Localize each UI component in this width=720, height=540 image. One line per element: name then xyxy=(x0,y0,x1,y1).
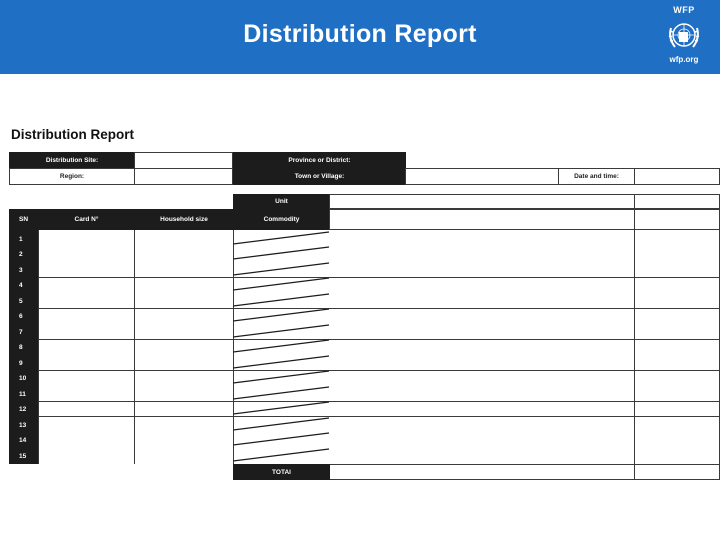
grid-line xyxy=(38,370,720,371)
grid-line xyxy=(38,308,720,309)
row-number: 10 xyxy=(19,374,27,382)
date-time-field[interactable] xyxy=(634,168,720,185)
row-number: 8 xyxy=(19,343,23,351)
logo-acronym: WFP xyxy=(673,5,695,15)
date-time-label: Date and time: xyxy=(558,168,635,185)
region-label: Region: xyxy=(9,168,135,185)
logo-url: wfp.org xyxy=(669,55,699,64)
row-number: 14 xyxy=(19,436,27,444)
region-field[interactable] xyxy=(134,168,233,185)
unit-header: Unit xyxy=(233,194,330,209)
grid-line xyxy=(134,230,135,464)
row-number: 7 xyxy=(19,328,23,336)
commodity-field-2[interactable] xyxy=(634,209,720,230)
distribution-site-label: Distribution Site: xyxy=(9,152,135,169)
commodity-header: Commodity xyxy=(233,209,330,230)
grid-line xyxy=(38,401,720,402)
slide-title: Distribution Report xyxy=(243,20,477,48)
grid-line xyxy=(38,277,720,278)
un-emblem-icon xyxy=(665,16,703,54)
row-number: 2 xyxy=(19,250,23,258)
commodity-diagonal-lines xyxy=(233,230,330,464)
unit-field-1[interactable] xyxy=(329,194,635,209)
row-number: 1 xyxy=(19,235,23,243)
grid-line xyxy=(38,230,39,464)
town-village-field[interactable] xyxy=(405,168,559,185)
row-number: 11 xyxy=(19,390,26,398)
household-size-header: Household size xyxy=(134,209,234,230)
card-no-header: Card N° xyxy=(38,209,135,230)
row-number: 13 xyxy=(19,421,27,429)
grid-line xyxy=(38,339,720,340)
unit-field-2[interactable] xyxy=(634,194,720,209)
form-title: Distribution Report xyxy=(11,127,134,142)
commodity-field-1[interactable] xyxy=(329,209,635,230)
row-number: 5 xyxy=(19,297,23,305)
row-number: 6 xyxy=(19,312,23,320)
row-number: 12 xyxy=(19,405,27,413)
total-label: TOTAl xyxy=(233,464,330,480)
header-banner xyxy=(0,0,720,74)
distribution-site-field[interactable] xyxy=(134,152,233,169)
row-number: 9 xyxy=(19,359,23,367)
grid-line xyxy=(634,230,635,479)
row-number: 4 xyxy=(19,281,23,289)
sn-header: SN xyxy=(9,209,39,230)
row-number: 3 xyxy=(19,266,23,274)
grid-line xyxy=(38,416,720,417)
row-number: 15 xyxy=(19,452,27,460)
wfp-logo xyxy=(656,5,712,69)
town-village-label: Town or Village: xyxy=(233,168,406,185)
province-district-label: Province or District: xyxy=(233,152,406,169)
